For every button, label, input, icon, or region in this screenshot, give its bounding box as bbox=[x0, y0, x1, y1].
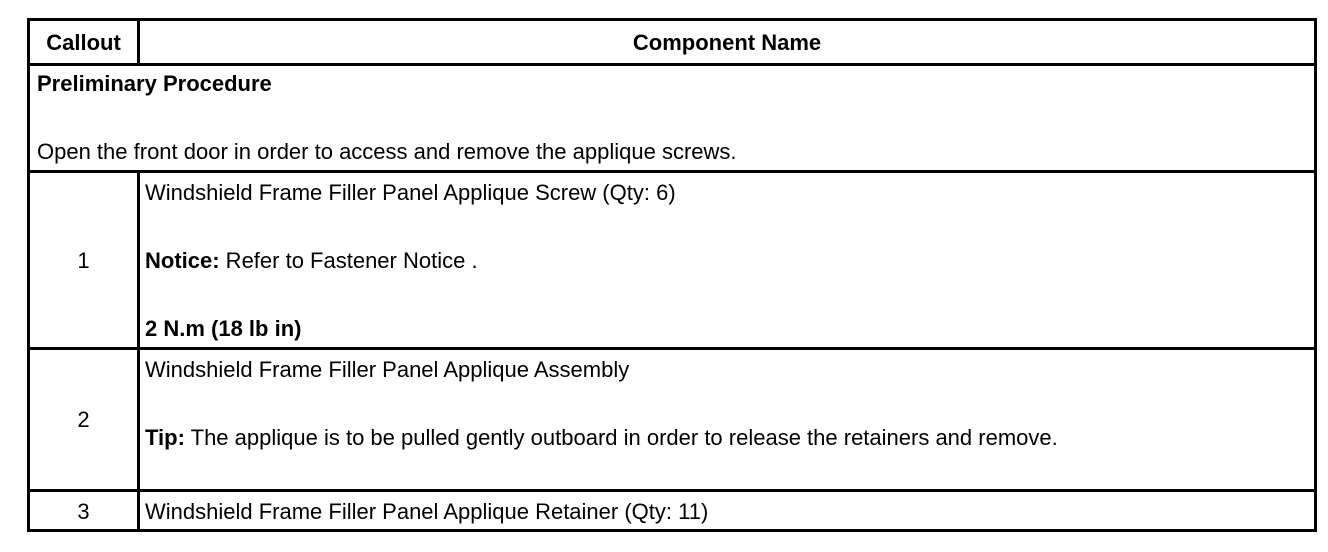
tip-text: The applique is to be pulled gently outboard in order to release the retainers and remove. bbox=[184, 425, 1058, 450]
row1-divider bbox=[30, 347, 1314, 350]
preliminary-title: Preliminary Procedure bbox=[37, 71, 272, 96]
column-divider-rows bbox=[137, 170, 140, 529]
procedure-table bbox=[27, 18, 1317, 532]
header-component-name: Component Name bbox=[632, 30, 822, 55]
row1-torque-spec: 2 N.m (18 lb in) bbox=[145, 316, 302, 341]
preliminary-text: Open the front door in order to access and remove the applique screws. bbox=[37, 139, 737, 164]
header-callout: Callout bbox=[46, 30, 121, 55]
tip-label: Tip: bbox=[145, 425, 185, 450]
notice-text: Refer to Fastener Notice . bbox=[219, 248, 478, 273]
row1-callout: 1 bbox=[77, 248, 90, 273]
row2-divider bbox=[30, 489, 1314, 492]
row1-component-name: Windshield Frame Filler Panel Applique Screw (Qty: 6) bbox=[145, 180, 676, 205]
header-divider bbox=[30, 63, 1314, 66]
row2-component-name: Windshield Frame Filler Panel Applique Assembly bbox=[145, 357, 630, 382]
row2-tip bbox=[145, 425, 1058, 451]
row1-notice bbox=[145, 248, 478, 274]
notice-label: Notice: bbox=[145, 248, 220, 273]
preliminary-divider bbox=[30, 170, 1314, 173]
row2-callout: 2 bbox=[77, 407, 90, 432]
row3-component-name: Windshield Frame Filler Panel Applique Retainer (Qty: 11) bbox=[145, 499, 709, 524]
row3-callout: 3 bbox=[77, 499, 90, 524]
